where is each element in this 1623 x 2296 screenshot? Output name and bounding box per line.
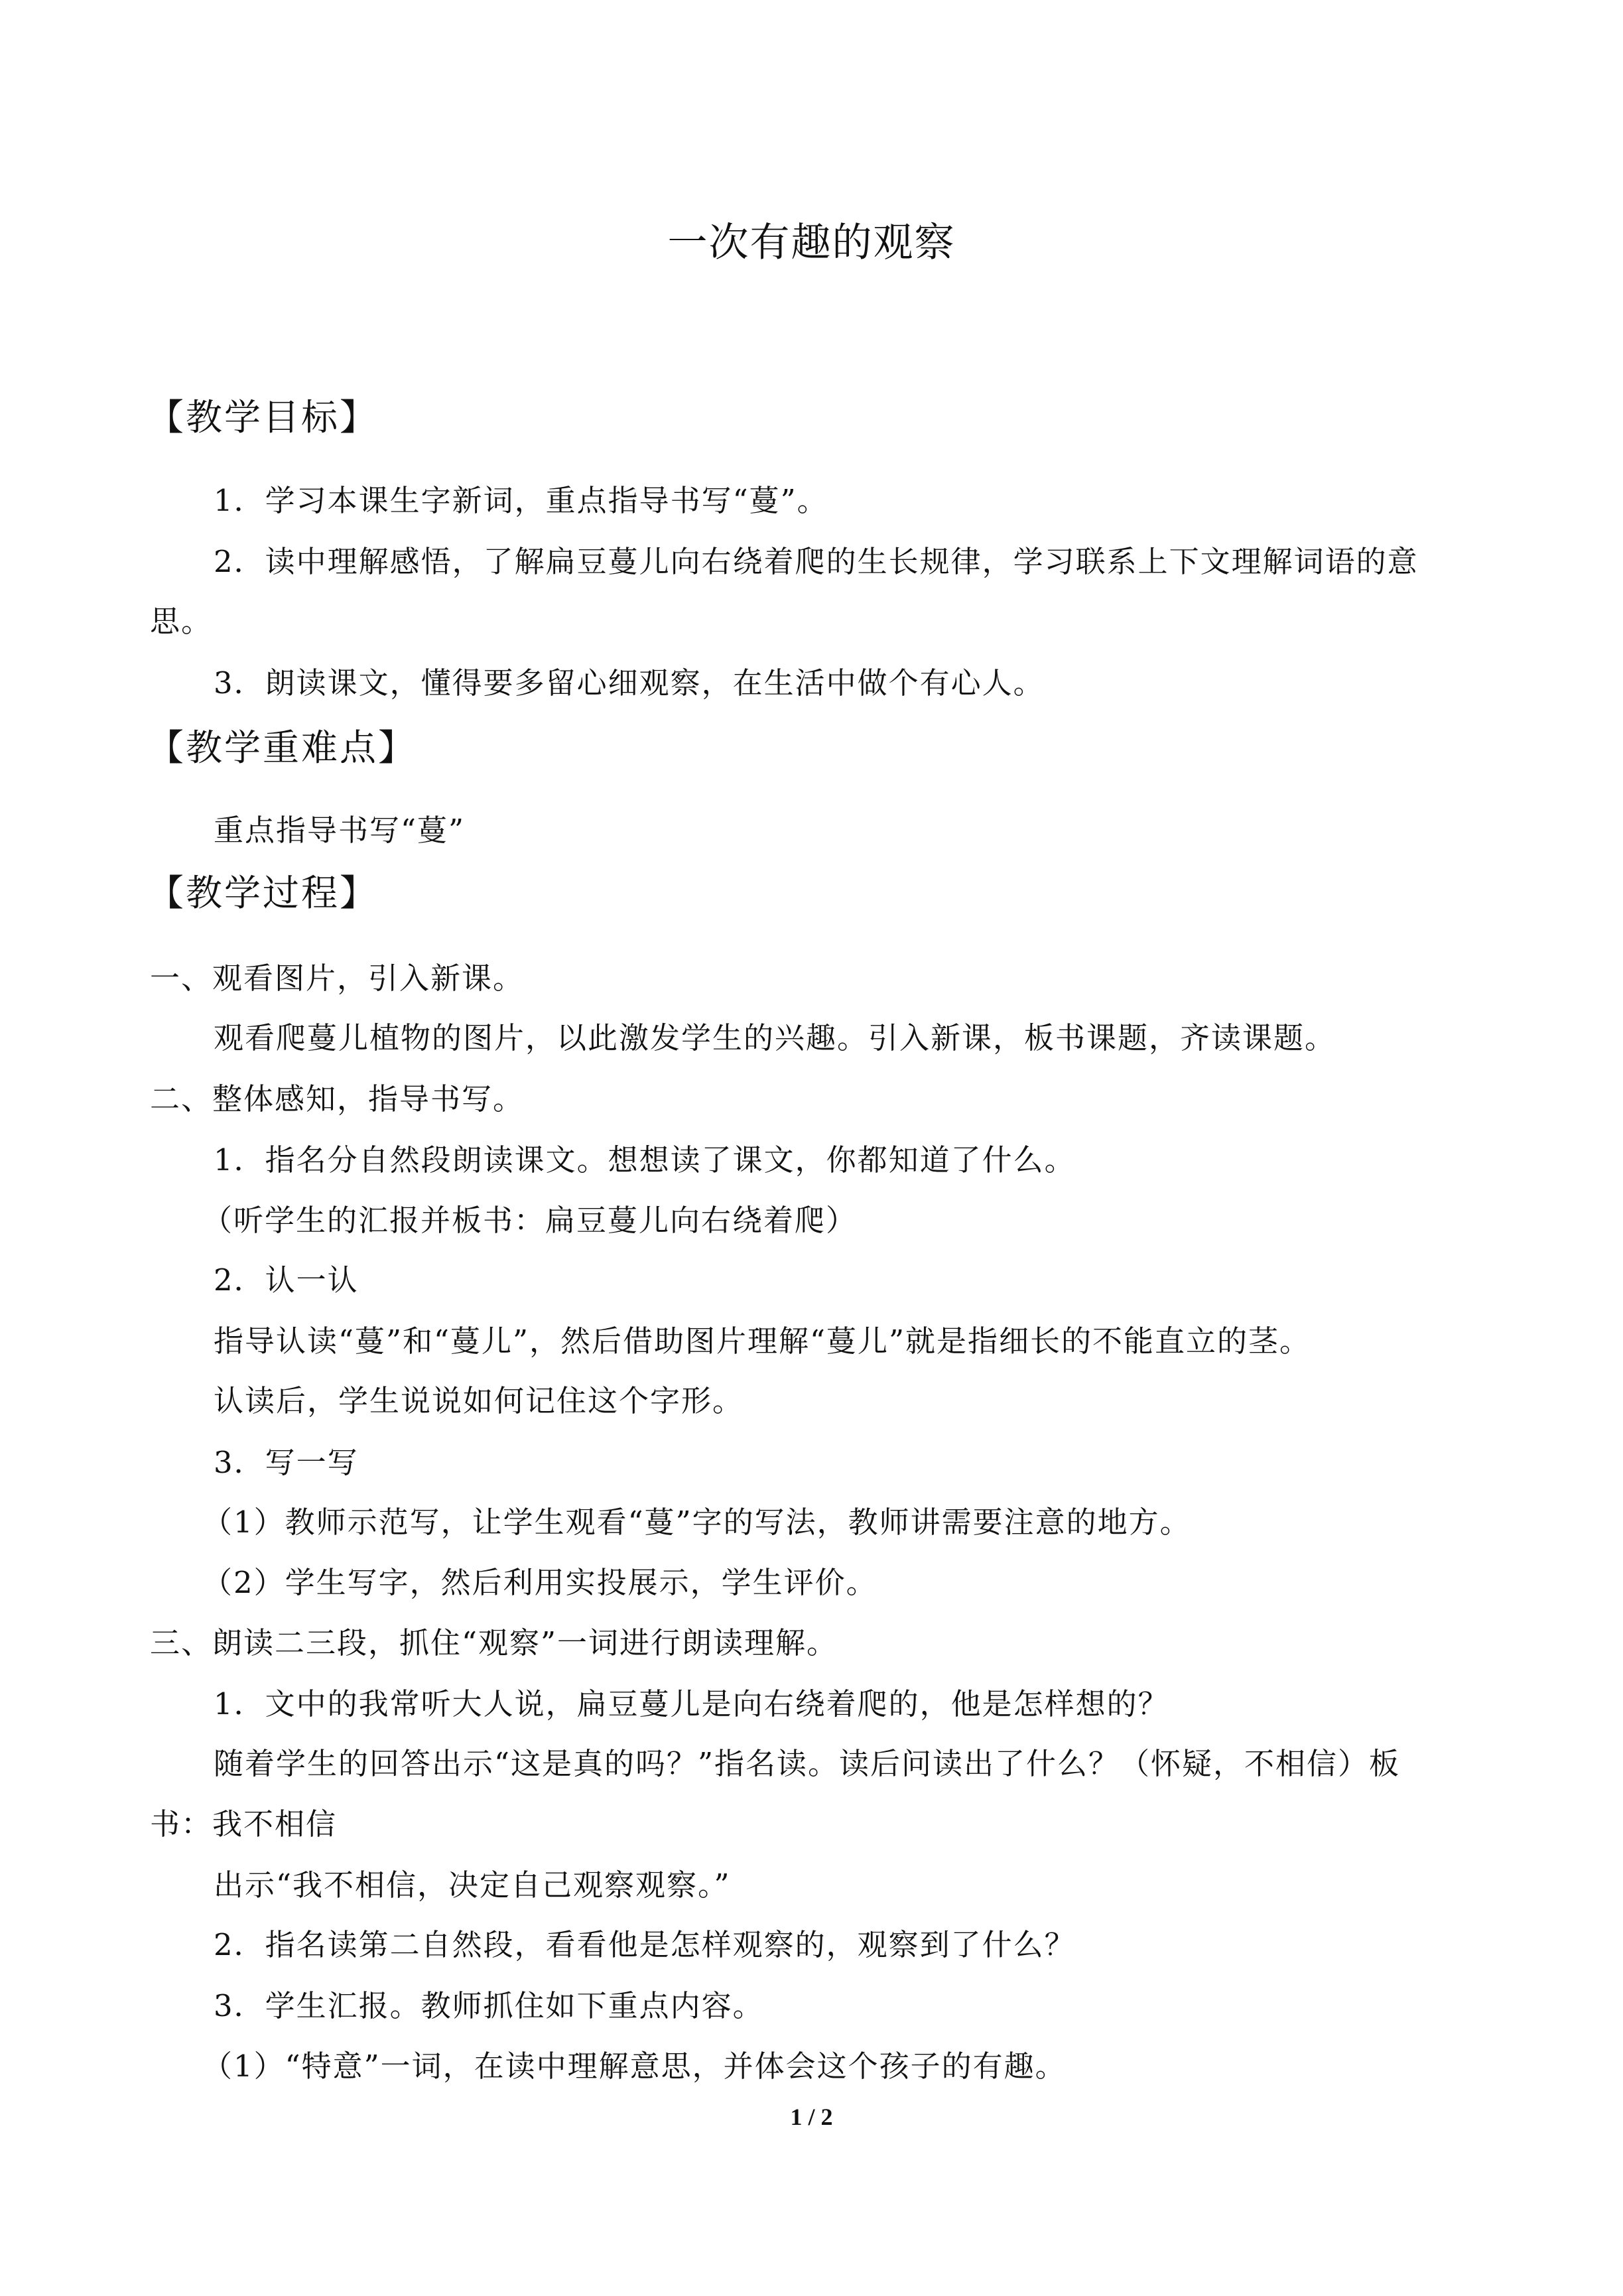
process-part-2-item-3-sub-1: （1）教师示范写，让学生观看“蔓”字的写法，教师讲需要注意的地方。	[202, 1505, 1191, 1540]
process-part-3-item-1-text-cont: 书：我不相信	[150, 1806, 338, 1842]
page-title: 一次有趣的观察	[667, 220, 956, 266]
process-part-3-item-3: 3．学生汇报。教师抓住如下重点内容。	[214, 1988, 764, 2023]
goal-item-1: 1．学习本课生字新词，重点指导书写“蔓”。	[214, 483, 828, 518]
process-part-3-item-1: 1．文中的我常听大人说，扁豆蔓儿是向右绕着爬的，他是怎样想的？	[214, 1686, 1169, 1722]
goal-item-2-cont: 思。	[150, 604, 213, 639]
goal-item-2: 2．读中理解感悟，了解扁豆蔓儿向右绕着爬的生长规律，学习联系上下文理解词语的意	[214, 544, 1419, 579]
process-part-2-item-1-note: （听学生的汇报并板书：扁豆蔓儿向右绕着爬）	[202, 1203, 858, 1238]
goal-item-3: 3．朗读课文，懂得要多留心细观察，在生活中做个有心人。	[214, 665, 1045, 701]
key-points-text: 重点指导书写“蔓”	[214, 813, 466, 848]
process-part-3-item-1-show: 出示“我不相信，决定自己观察观察。”	[214, 1867, 731, 1903]
process-part-2-item-2: 2．认一认	[214, 1262, 359, 1298]
process-part-2-item-2-text-1: 指导认读“蔓”和“蔓儿”，然后借助图片理解“蔓儿”就是指细长的不能直立的茎。	[214, 1323, 1311, 1359]
process-part-2-item-3: 3．写一写	[214, 1445, 359, 1480]
process-part-2-title: 二、整体感知，指导书写。	[150, 1081, 525, 1116]
heading-process: 【教学过程】	[147, 872, 379, 914]
process-part-2-item-2-text-2: 认读后，学生说说如何记住这个字形。	[214, 1383, 744, 1418]
process-part-3-item-3-sub-1: （1）“特意”一词，在读中理解意思，并体会这个孩子的有趣。	[202, 2049, 1067, 2084]
process-part-3-item-1-text: 随着学生的回答出示“这是真的吗？”指名读。读后问读出了什么？（怀疑，不相信）板	[214, 1746, 1401, 1781]
process-part-1-title: 一、观看图片，引入新课。	[150, 961, 525, 996]
process-part-2-item-3-sub-2: （2）学生写字，然后利用实投展示，学生评价。	[202, 1565, 877, 1600]
heading-key-points: 【教学重难点】	[147, 726, 417, 769]
page-indicator: 1 / 2	[790, 2104, 833, 2130]
process-part-2-item-1: 1．指名分自然段朗读课文。想想读了课文，你都知道了什么。	[214, 1142, 1076, 1178]
process-part-3-title: 三、朗读二三段，抓住“观察”一词进行朗读理解。	[150, 1625, 838, 1660]
process-part-1-text: 观看爬蔓儿植物的图片，以此激发学生的兴趣。引入新课，板书课题，齐读课题。	[214, 1020, 1336, 1055]
heading-goals: 【教学目标】	[147, 396, 379, 439]
process-part-3-item-2: 2．指名读第二自然段，看看他是怎样观察的，观察到了什么？	[214, 1927, 1076, 1962]
